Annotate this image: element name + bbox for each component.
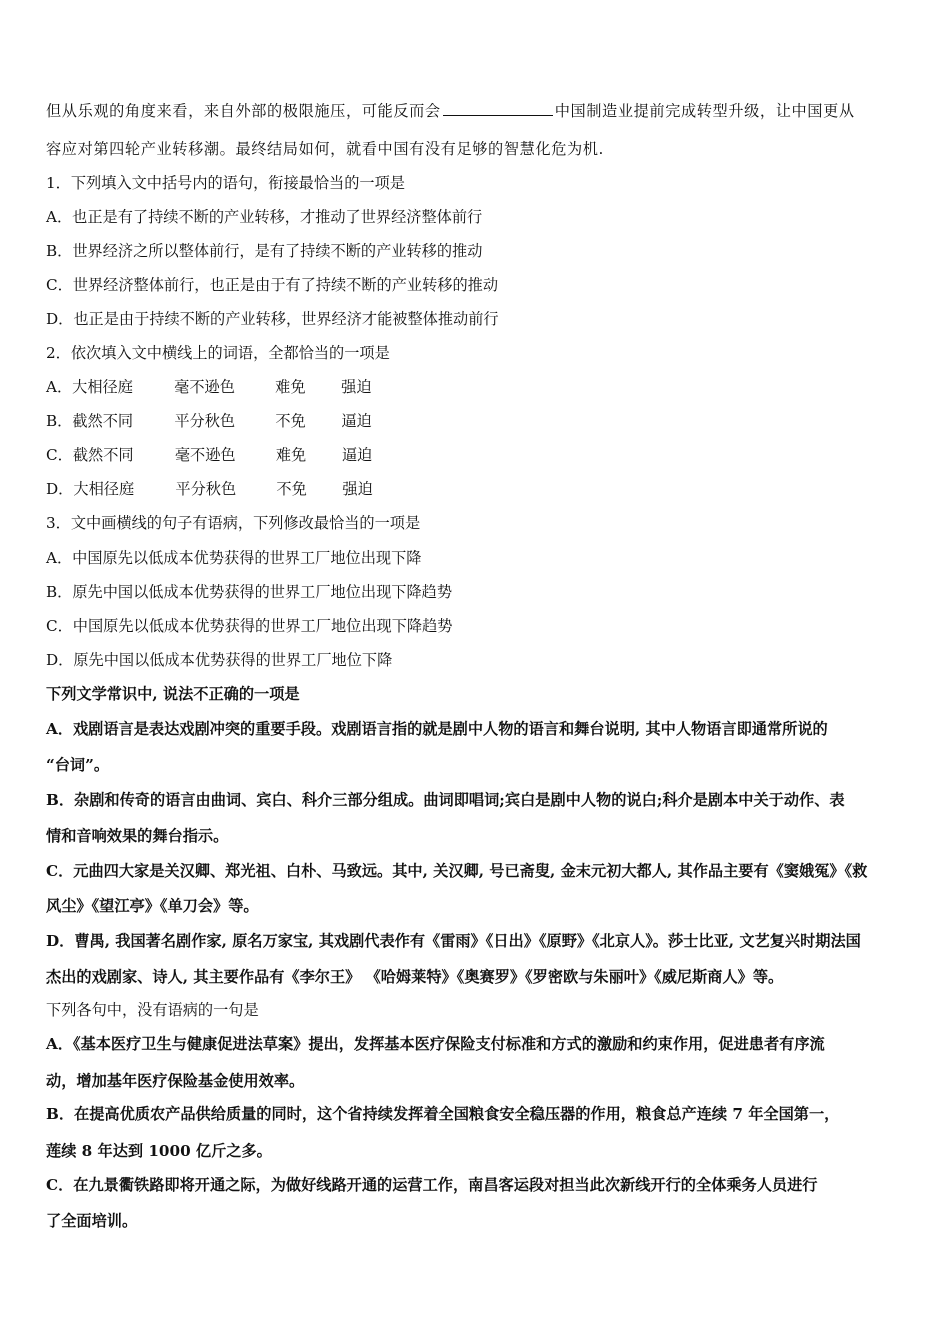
question-5-option-c-cont: 了全面培训。 xyxy=(46,1212,138,1230)
question-5-option-b-cont: 莲续 8 年达到 1000 亿斤之多。 xyxy=(46,1142,272,1160)
question-2-option-c: C．截然不同 毫不逊色 难免 逼迫 xyxy=(46,446,373,464)
question-1-stem: 1．下列填入文中括号内的语句，衔接最恰当的一项是 xyxy=(46,174,405,192)
question-3-option-b: B．原先中国以低成本优势获得的世界工厂地位出现下降趋势 xyxy=(46,583,453,601)
question-2-stem: 2．依次填入文中横线上的词语，全都恰当的一项是 xyxy=(46,344,390,362)
question-5-stem: 下列各句中，没有语病的一句是 xyxy=(46,1001,259,1019)
question-4-option-a: A．戏剧语言是表达戏剧冲突的重要手段。戏剧语言指的就是剧中人物的语言和舞台说明, 其中人物语言即通常所说的 xyxy=(46,720,828,738)
question-2-option-b: B．截然不同 平分秋色 不免 逼迫 xyxy=(46,412,372,430)
question-5-option-a-cont: 动，增加基年医疗保险基金使用效率。 xyxy=(46,1072,305,1090)
question-4-option-d-cont: 杰出的戏剧家、诗人, 其主要作品有《李尔王》 《哈姆莱特》《奥赛罗》《罗密欧与朱丽叶》《威尼斯商人》等。 xyxy=(46,968,784,986)
question-1-option-d: D．也正是由于持续不断的产业转移，世界经济才能被整体推动前行 xyxy=(46,310,499,328)
question-5-option-b: B．在提高优质农产品供给质量的同时，这个省持续发挥着全国粮食安全稳压器的作用，粮食总产连续 7 年全国第一， xyxy=(46,1105,840,1123)
question-3-option-d: D．原先中国以低成本优势获得的世界工厂地位下降 xyxy=(46,651,393,669)
question-3-option-a: A．中国原先以低成本优势获得的世界工厂地位出现下降 xyxy=(46,549,422,567)
question-4-stem: 下列文学常识中, 说法不正确的一项是 xyxy=(46,685,300,703)
question-4-option-d: D．曹禺, 我国著名剧作家, 原名万家宝, 其戏剧代表作有《雷雨》《日出》《原野》《北京人》。莎士比亚, 文艺复兴时期法国 xyxy=(46,932,861,950)
question-4-option-c-cont: 风尘》《望江亭》《单刀会》等。 xyxy=(46,897,259,915)
passage-text: 中国制造业提前完成转型升级，让中国更从 xyxy=(554,102,855,120)
question-1-option-b: B．世界经济之所以整体前行，是有了持续不断的产业转移的推动 xyxy=(46,242,483,260)
question-3-option-c: C．中国原先以低成本优势获得的世界工厂地位出现下降趋势 xyxy=(46,617,453,635)
question-4-option-b: B．杂剧和传奇的语言由曲词、宾白、科介三部分组成。曲词即唱词;宾白是剧中人物的说白;科介是剧本中关于动作、表 xyxy=(46,791,845,809)
passage-text: 但从乐观的角度来看，来自外部的极限施压，可能反而会 xyxy=(46,102,441,120)
question-4-option-a-cont: “台词”。 xyxy=(46,756,110,774)
question-5-option-c: C．在九景衢铁路即将开通之际，为做好线路开通的运营工作，南昌客运段对担当此次新线开行的全体乘务人员进行 xyxy=(46,1176,818,1194)
question-2-option-d: D．大相径庭 平分秋色 不免 强迫 xyxy=(46,480,373,498)
question-2-option-a: A．大相径庭 毫不逊色 难免 强迫 xyxy=(46,378,372,396)
question-1-option-c: C．世界经济整体前行，也正是由于有了持续不断的产业转移的推动 xyxy=(46,276,499,294)
question-3-stem: 3．文中画横线的句子有语病，下列修改最恰当的一项是 xyxy=(46,514,421,532)
question-5-option-a: A．《基本医疗卫生与健康促进法草案》提出，发挥基本医疗保险支付标准和方式的激励和约束作用，促进患者有序流 xyxy=(46,1035,825,1053)
question-1-option-a: A．也正是有了持续不断的产业转移，才推动了世界经济整体前行 xyxy=(46,208,483,226)
question-4-option-b-cont: 情和音响效果的舞台指示。 xyxy=(46,827,229,845)
question-4-option-c: C．元曲四大家是关汉卿、郑光祖、白朴、马致远。其中, 关汉卿, 号已斋叟, 金末元初大都人, 其作品主要有《窦娥冤》《救 xyxy=(46,862,868,880)
passage-line-1 xyxy=(46,101,855,121)
passage-line-2: 容应对第四轮产业转移潮。最终结局如何，就看中国有没有足够的智慧化危为机. xyxy=(46,140,604,158)
fill-blank xyxy=(443,101,553,116)
